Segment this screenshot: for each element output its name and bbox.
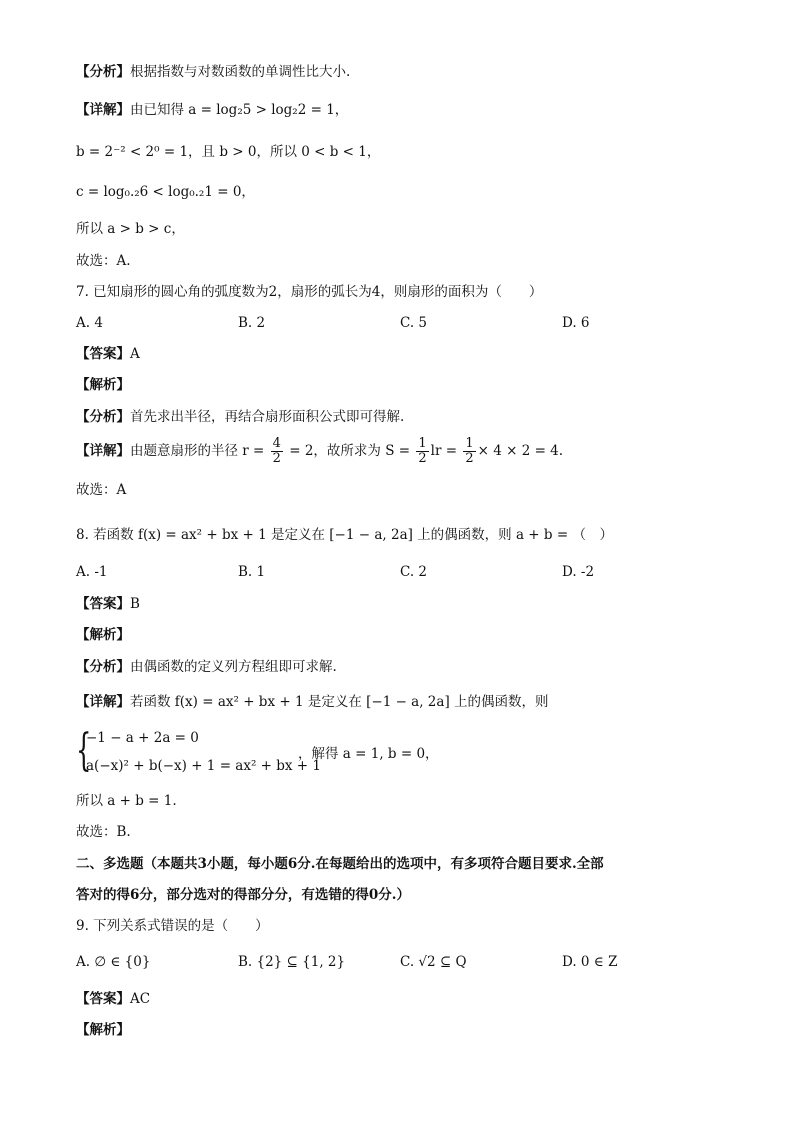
answer-tag: 【答案】	[76, 991, 130, 1007]
answer-text: B	[130, 596, 140, 612]
detail-text: 若函数 f(x) = ax² + bx + 1 是定义在 [−1 − a, 2a] 上的偶函数，则	[130, 694, 549, 710]
q7-option-c: C. 5	[400, 315, 428, 331]
choice-6: 故选：A.	[76, 253, 131, 269]
detail-mid: = 2，故所求为 S =	[289, 443, 411, 459]
q8-option-c: C. 2	[400, 564, 428, 580]
jiexi-7: 【解析】	[76, 377, 130, 393]
answer-9	[76, 989, 150, 1009]
q7-option-a: A. 4	[76, 315, 103, 331]
q9-option-a: A. ∅ ∈ {0}	[76, 954, 151, 970]
answer-tag: 【答案】	[76, 596, 130, 612]
frac-den: 2	[418, 451, 427, 466]
choice-8: 故选：B.	[76, 824, 131, 840]
question-9: 9. 下列关系式错误的是（ ）	[76, 918, 269, 934]
answer-text: A	[130, 346, 140, 362]
detail-mid2: lr =	[430, 443, 458, 459]
system-result: ，解得 a = 1, b = 0，	[298, 746, 439, 762]
q7-option-d: D. 6	[562, 315, 590, 331]
frac-den: 2	[272, 451, 281, 466]
detail-6	[76, 100, 348, 120]
detail-pre: 由题意扇形的半径 r =	[130, 443, 265, 459]
section-2-heading-line-2: 答对的得6分，部分选对的得部分分，有选错的得0分.）	[76, 887, 410, 903]
detail-post: × 4 × 2 = 4.	[477, 443, 564, 459]
fraction-1-over-2	[416, 437, 428, 466]
analysis-tag: 【分析】	[76, 659, 130, 675]
question-8: 8. 若函数 f(x) = ax² + bx + 1 是定义在 [−1 − a, 2a] 上的偶函数，则 a + b = （ ）	[76, 527, 613, 543]
q8-option-d: D. -2	[562, 564, 595, 580]
jiexi-9: 【解析】	[76, 1022, 130, 1038]
detail-text: 由已知得 a = log₂5 > log₂2 = 1，	[130, 102, 349, 118]
line-b: b = 2⁻² < 2⁰ = 1，且 b > 0，所以 0 < b < 1，	[76, 144, 381, 160]
system-line-2: a(−x)² + b(−x) + 1 = ax² + bx + 1	[86, 758, 321, 774]
left-brace: {	[76, 725, 92, 776]
line-so: 所以 a > b > c，	[76, 221, 185, 237]
fraction-4-over-2	[271, 437, 283, 466]
q8-option-b: B. 1	[238, 564, 266, 580]
question-7: 7. 已知扇形的圆心角的弧度数为2，扇形的弧长为4，则扇形的面积为（ ）	[76, 284, 543, 300]
answer-7	[76, 344, 140, 364]
analysis-tag: 【分析】	[76, 409, 130, 425]
fraction-1-over-2-b	[463, 437, 475, 466]
choice-7: 故选：A	[76, 482, 127, 498]
analysis-8	[76, 657, 337, 677]
answer-text: AC	[130, 991, 151, 1007]
q9-option-d: D. 0 ∈ Z	[562, 954, 618, 970]
system-line-1: −1 − a + 2a = 0	[86, 730, 199, 746]
analysis-7	[76, 407, 404, 427]
q8-option-a: A. -1	[76, 564, 108, 580]
frac-num: 1	[418, 436, 427, 451]
detail-7	[76, 433, 563, 469]
analysis-6	[76, 62, 350, 82]
analysis-text: 由偶函数的定义列方程组即可求解.	[130, 659, 337, 675]
detail-tag: 【详解】	[76, 102, 130, 118]
analysis-tag: 【分析】	[76, 64, 130, 80]
detail-8	[76, 692, 549, 712]
frac-num: 4	[272, 436, 281, 451]
frac-num: 1	[465, 436, 474, 451]
detail-tag: 【详解】	[76, 694, 130, 710]
jiexi-8: 【解析】	[76, 627, 130, 643]
line-c: c = log₀.₂6 < log₀.₂1 = 0，	[76, 184, 255, 200]
frac-den: 2	[465, 451, 474, 466]
answer-tag: 【答案】	[76, 346, 130, 362]
line-sum: 所以 a + b = 1.	[76, 793, 177, 809]
section-2-heading-line-1: 二、多选题（本题共3小题，每小题6分.在每题给出的选项中，有多项符合题目要求.全部	[76, 856, 604, 872]
answer-8	[76, 594, 140, 614]
q9-option-b: B. {2} ⊆ {1, 2}	[238, 954, 346, 970]
analysis-text: 根据指数与对数函数的单调性比大小.	[130, 64, 351, 80]
q9-option-c: C. √2 ⊆ Q	[400, 954, 467, 970]
analysis-text: 首先求出半径，再结合扇形面积公式即可得解.	[130, 409, 405, 425]
detail-tag: 【详解】	[76, 443, 130, 459]
q7-option-b: B. 2	[238, 315, 266, 331]
